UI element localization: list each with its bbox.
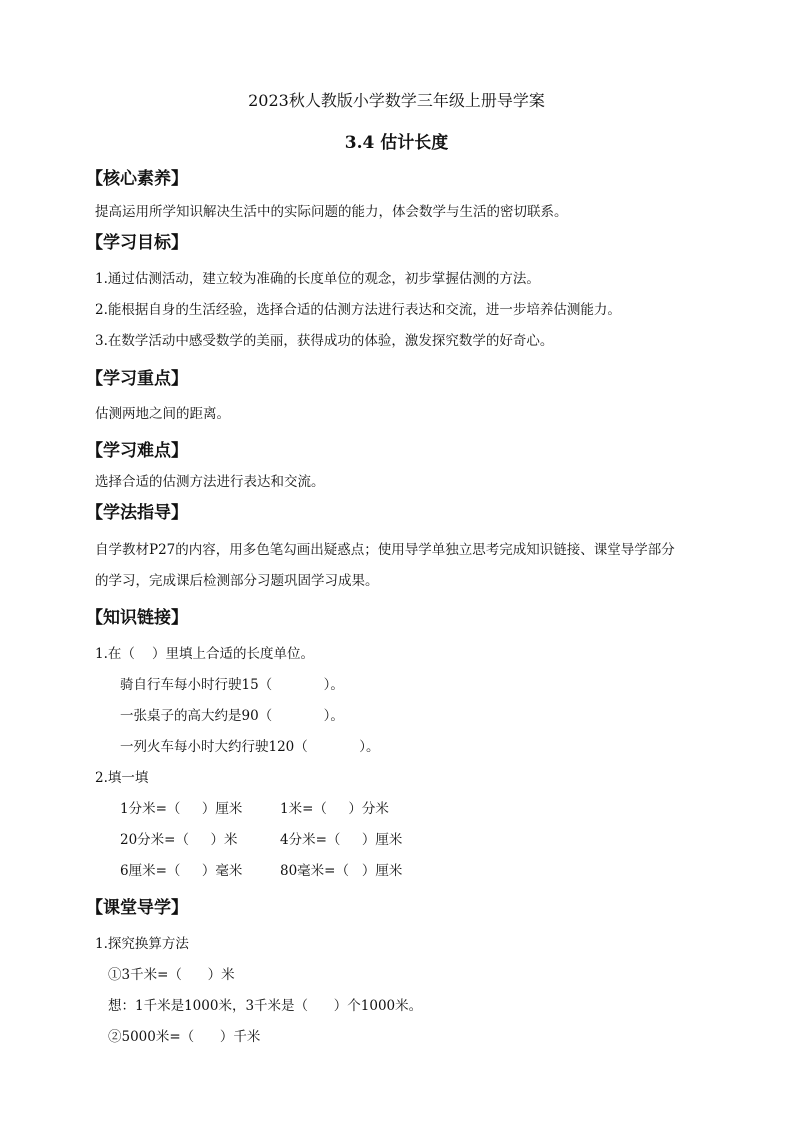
knowledge-question-1: 1.在（ ）里填上合适的长度单位。 (95, 646, 315, 662)
key-point-heading: 【学习重点】 (86, 369, 188, 389)
classroom-line-1: ①3千米=（ ）米 (108, 967, 235, 983)
learning-goals-heading: 【学习目标】 (86, 233, 188, 253)
classroom-guide-heading: 【课堂导学】 (86, 898, 188, 918)
conversion-item: 4分米=（ ）厘米 (280, 832, 403, 848)
knowledge-q1-item-3: 一列火车每小时大约行驶120（ ）。 (120, 739, 380, 755)
method-guide-line-2: 的学习，完成课后检测部分习题巩固学习成果。 (95, 573, 379, 589)
key-point-text: 估测两地之间的距离。 (95, 406, 230, 422)
knowledge-q1-item-1: 骑自行车每小时行驶15（ ）。 (120, 677, 344, 693)
lesson-title: 3.4 估计长度 (344, 133, 449, 153)
conversion-item: 20分米=（ ）米 (120, 832, 238, 848)
classroom-line-2: 想：1千米是1000米，3千米是（ ）个1000米。 (108, 998, 423, 1014)
classroom-question-1: 1.探究换算方法 (95, 936, 189, 952)
conversion-item: 1米=（ ）分米 (280, 801, 389, 817)
method-guide-heading: 【学法指导】 (86, 503, 188, 523)
knowledge-link-heading: 【知识链接】 (86, 608, 188, 628)
conversion-item: 1分米=（ ）厘米 (120, 801, 243, 817)
difficulty-text: 选择合适的估测方法进行表达和交流。 (95, 474, 325, 490)
learning-goal-1: 1.通过估测活动，建立较为准确的长度单位的观念，初步掌握估测的方法。 (95, 271, 540, 287)
learning-goal-2: 2.能根据自身的生活经验，选择合适的估测方法进行表达和交流，进一步培养估测能力。 (95, 302, 621, 318)
core-literacy-heading: 【核心素养】 (86, 169, 188, 189)
document-title: 2023秋人教版小学数学三年级上册导学案 (248, 91, 545, 110)
difficulty-heading: 【学习难点】 (86, 441, 188, 461)
core-literacy-text: 提高运用所学知识解决生活中的实际问题的能力，体会数学与生活的密切联系。 (95, 204, 568, 220)
learning-goal-3: 3.在数学活动中感受数学的美丽，获得成功的体验，激发探究数学的好奇心。 (95, 333, 554, 349)
knowledge-q1-item-2: 一张桌子的高大约是90（ ）。 (120, 708, 344, 724)
conversion-item: 6厘米=（ ）毫米 (120, 863, 243, 879)
classroom-line-3: ②5000米=（ ）千米 (108, 1029, 261, 1045)
conversion-item: 80毫米=（ ）厘米 (280, 863, 403, 879)
knowledge-question-2: 2.填一填 (95, 770, 149, 786)
method-guide-line-1: 自学教材P27的内容，用多色笔勾画出疑惑点；使用导学单独立思考完成知识链接、课堂导学部分 (95, 542, 675, 558)
